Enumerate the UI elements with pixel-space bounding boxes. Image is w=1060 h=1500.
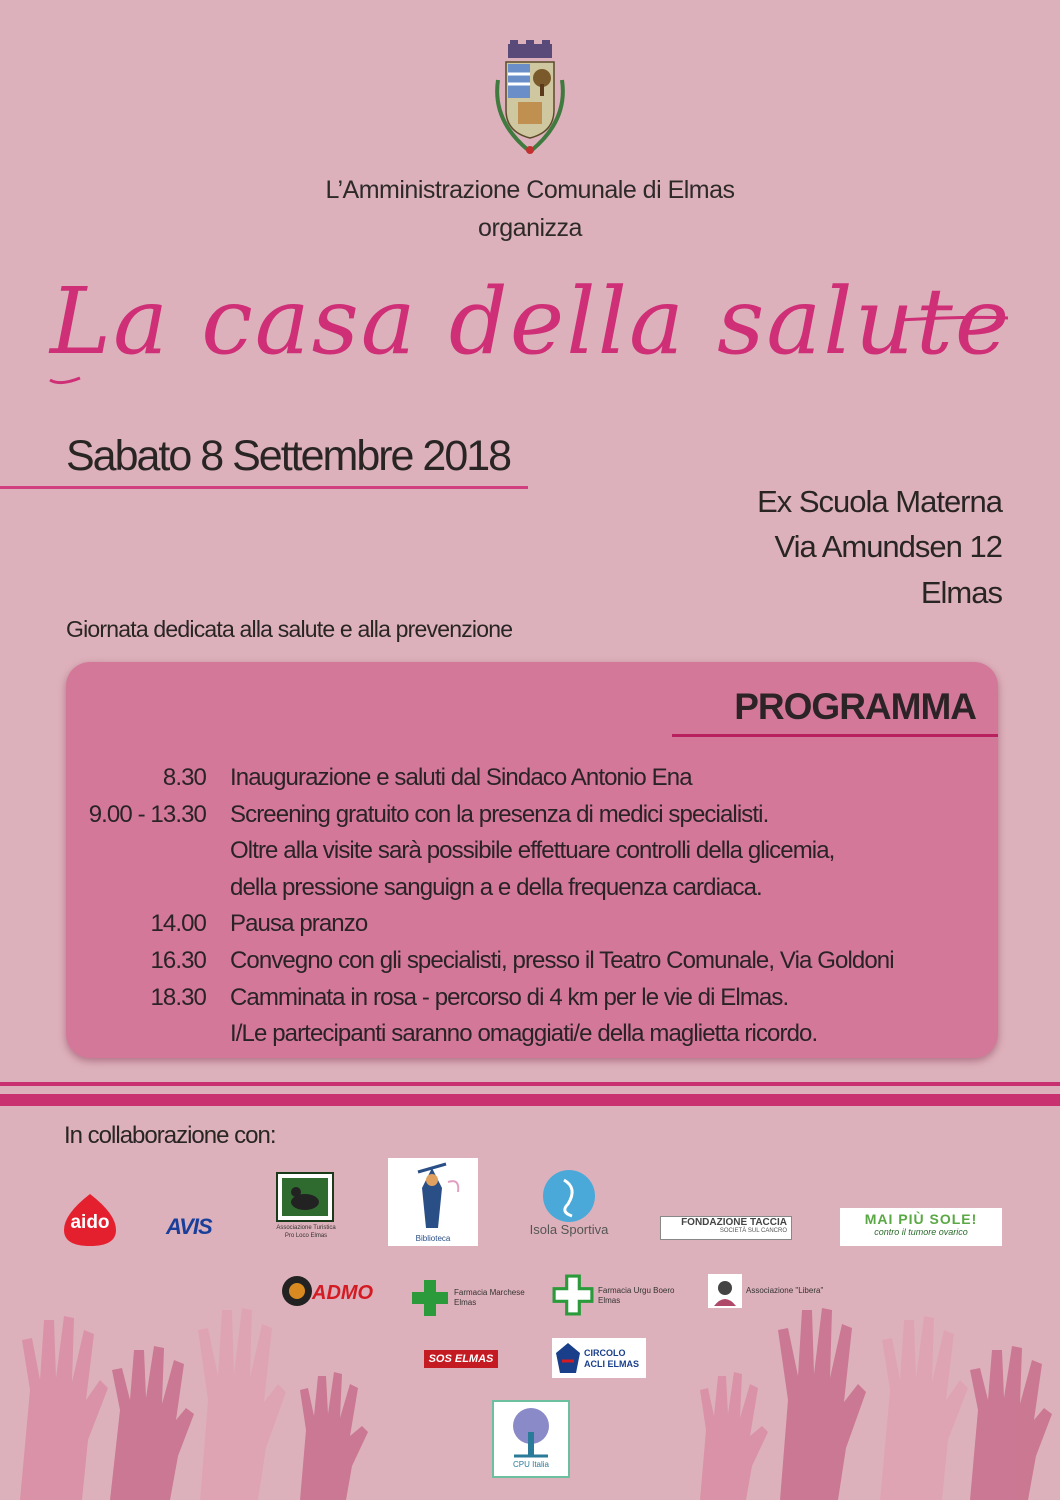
cpu-text: CPU Italia [512,1460,549,1469]
acli-text: CIRCOLO ACLI ELMAS [584,1348,639,1369]
schedule-time [66,870,230,907]
schedule-time [66,833,230,870]
venue-line-1: Ex Scuola Materna [757,484,1002,519]
schedule-time [66,1016,230,1053]
proloco-logo [276,1172,336,1240]
tagline: Giornata dedicata alla salute e alla prevenzione [66,616,513,642]
fondazione-taccia-logo [660,1216,792,1240]
schedule-time: 16.30 [150,946,206,974]
schedule-row [66,760,998,797]
schedule-time: 18.30 [150,983,206,1011]
taccia-text: FONDAZIONE TACCIA [681,1217,787,1228]
admo-text: ADMO [312,1282,374,1304]
schedule-desc: I/Le partecipanti saranno omaggiati/e della maglietta ricordo. [230,1020,818,1048]
program-underline [672,734,998,737]
schedule-row [66,870,998,907]
isola-sportiva-logo [524,1168,614,1237]
municipal-crest-logo [488,40,572,160]
schedule-time: 14.00 [150,910,206,938]
schedule-desc: Pausa pranzo [230,910,368,938]
schedule-row [66,980,998,1017]
title-swash-decoration [40,300,1020,390]
farmacia-urgu-text: Farmacia Urgu Boero Elmas [598,1286,675,1305]
farmacia-marchese-text: Farmacia Marchese Elmas [454,1288,525,1307]
sos-text: SOS ELMAS [428,1353,494,1365]
sos-elmas-logo [424,1350,498,1368]
mai-piu-sole-subtext: contro il tumore ovarico [874,1227,968,1237]
schedule-desc: Inaugurazione e saluti dal Sindaco Antonio Ena [230,764,692,791]
mai-piu-sole-logo [840,1208,1002,1246]
schedule-desc: Screening gratuito con la presenza di medici specialisti. [230,800,769,828]
schedule-row [66,1016,998,1053]
aido-logo [60,1190,120,1250]
schedule-time: 8.30 [162,764,206,791]
libera-text: Associazione "Libera" [746,1286,824,1295]
program-heading: PROGRAMMA [734,686,976,727]
schedule-row [66,797,998,834]
biblioteca-logo [388,1158,478,1246]
schedule-desc: Convegno con gli specialisti, presso il Teatro Comunale, Via Goldoni [230,946,894,974]
organizer-line: L’Amministrazione Comunale di Elmas [325,176,735,204]
divider-band-thick [0,1094,1060,1106]
program-box [66,662,998,1058]
admo-logo [280,1274,380,1310]
schedule-desc: Oltre alla visite sarà possibile effettuare controlli della glicemia, [230,837,835,865]
date-underline [0,486,528,489]
schedule-desc: della pressione sanguign a e della frequenza cardiaca. [230,873,762,901]
biblioteca-logo-text: Biblioteca [415,1234,451,1243]
acli-elmas-logo [552,1338,646,1378]
schedule-time: 9.00 - 13.30 [88,800,206,828]
organizza-label: organizza [478,214,582,242]
divider-band-thin [0,1082,1060,1086]
venue-line-3: Elmas [920,575,1002,610]
event-date: Sabato 8 Settembre 2018 [66,432,511,480]
taccia-subtext: SOCIETÀ SUL CANCRO [719,1228,787,1234]
schedule-row [66,943,998,980]
schedule-row [66,833,998,870]
cpu-italia-logo [492,1400,570,1478]
proloco-logo-text: Associazione Turistica Pro Loco Elmas [276,1225,336,1239]
aido-logo-text: aido [70,1212,110,1233]
venue-line-2: Via Amundsen 12 [774,529,1002,564]
mai-piu-sole-text: MAI PIÙ SOLE! [864,1211,978,1227]
schedule-desc: Camminata in rosa - percorso di 4 km per le vie di Elmas. [230,983,789,1011]
avis-logo: AVIS [166,1214,212,1239]
isola-sportiva-text: Isola Sportiva [529,1222,609,1237]
collaboration-label: In collaborazione con: [64,1122,276,1149]
schedule-row [66,906,998,943]
schedule-list [66,760,998,1053]
event-title: La casa della salute [50,268,1012,375]
